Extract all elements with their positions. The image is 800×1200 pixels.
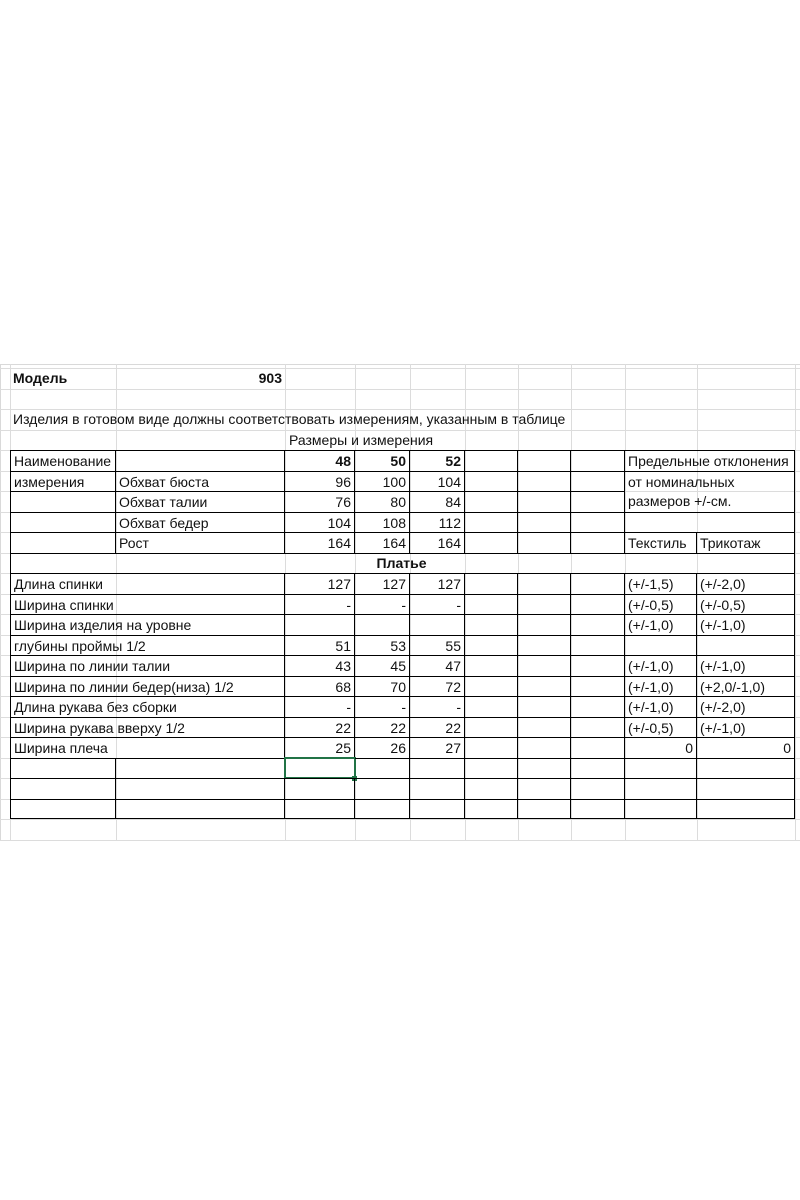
empty-cell[interactable] xyxy=(355,758,410,779)
empty-cell[interactable] xyxy=(355,778,410,799)
empty-cell[interactable] xyxy=(625,799,697,820)
row-value-50[interactable]: 26 xyxy=(355,737,410,758)
row-knit-tolerance[interactable]: (+/-1,0) xyxy=(697,614,795,635)
row-value-52[interactable]: 47 xyxy=(410,655,465,676)
header-knit[interactable]: Трикотаж xyxy=(697,532,795,553)
measurement-52[interactable]: 112 xyxy=(410,512,465,533)
measurement-48[interactable]: 104 xyxy=(285,512,355,533)
cell[interactable] xyxy=(571,676,625,697)
empty-cell[interactable] xyxy=(285,799,355,820)
empty-cell[interactable] xyxy=(518,778,571,799)
cell[interactable] xyxy=(465,614,518,635)
row-name[interactable]: Длина спинки xyxy=(10,573,285,594)
cell[interactable] xyxy=(518,676,571,697)
row-value-52[interactable]: - xyxy=(410,594,465,615)
empty-cell[interactable] xyxy=(465,778,518,799)
cell[interactable] xyxy=(571,696,625,717)
cell[interactable] xyxy=(465,635,518,656)
cell[interactable] xyxy=(518,737,571,758)
empty-cell[interactable] xyxy=(410,778,465,799)
cell[interactable] xyxy=(571,635,625,656)
cell[interactable] xyxy=(518,491,571,512)
row-value-50[interactable]: - xyxy=(355,696,410,717)
measurement-50[interactable]: 108 xyxy=(355,512,410,533)
empty-cell[interactable] xyxy=(116,758,285,779)
row-textile-tolerance[interactable] xyxy=(625,635,697,656)
grid-column-line xyxy=(795,364,796,840)
cell[interactable] xyxy=(518,717,571,738)
measurement-name[interactable]: Рост xyxy=(116,532,285,553)
measurement-name[interactable]: Обхват бедер xyxy=(116,512,285,533)
cell[interactable] xyxy=(571,573,625,594)
header-empty[interactable] xyxy=(518,450,571,471)
cell[interactable] xyxy=(571,614,625,635)
row-textile-tolerance[interactable]: (+/-0,5) xyxy=(625,717,697,738)
row-value-50[interactable]: 70 xyxy=(355,676,410,697)
row-textile-tolerance[interactable]: 0 xyxy=(625,737,697,758)
cell[interactable] xyxy=(518,655,571,676)
empty-cell[interactable] xyxy=(355,799,410,820)
empty-cell[interactable] xyxy=(571,778,625,799)
header-tolerance-line3[interactable]: размеров +/-см. xyxy=(625,491,795,512)
cell[interactable] xyxy=(571,594,625,615)
row-value-48[interactable]: - xyxy=(285,696,355,717)
row-value-48[interactable] xyxy=(285,614,355,635)
row-value-48[interactable]: 22 xyxy=(285,717,355,738)
cell[interactable] xyxy=(571,737,625,758)
row-value-52[interactable]: 127 xyxy=(410,573,465,594)
row-value-48[interactable]: 43 xyxy=(285,655,355,676)
row-value-52[interactable]: 72 xyxy=(410,676,465,697)
cell[interactable] xyxy=(10,532,116,553)
row-name[interactable]: Ширина спинки xyxy=(10,594,285,615)
header-textile[interactable]: Текстиль xyxy=(625,532,697,553)
empty-cell[interactable] xyxy=(697,799,795,820)
cell[interactable] xyxy=(465,594,518,615)
empty-cell[interactable] xyxy=(116,778,285,799)
row-textile-tolerance[interactable]: (+/-0,5) xyxy=(625,594,697,615)
empty-cell[interactable] xyxy=(571,799,625,820)
cell[interactable] xyxy=(571,471,625,492)
empty-cell[interactable] xyxy=(697,758,795,779)
row-knit-tolerance[interactable] xyxy=(697,635,795,656)
row-textile-tolerance[interactable]: (+/-1,0) xyxy=(625,655,697,676)
measurement-50[interactable]: 164 xyxy=(355,532,410,553)
row-value-50[interactable] xyxy=(355,614,410,635)
row-textile-tolerance[interactable]: (+/-1,0) xyxy=(625,614,697,635)
empty-cell[interactable] xyxy=(10,758,116,779)
row-value-50[interactable]: 22 xyxy=(355,717,410,738)
empty-cell[interactable] xyxy=(697,778,795,799)
header-size-48[interactable]: 48 xyxy=(285,450,355,471)
empty-cell[interactable] xyxy=(285,778,355,799)
row-name[interactable]: глубины проймы 1/2 xyxy=(10,635,285,656)
empty-cell[interactable] xyxy=(625,758,697,779)
cell[interactable] xyxy=(518,512,571,533)
row-value-52[interactable]: - xyxy=(410,696,465,717)
sizes-title[interactable]: Размеры и измерения xyxy=(289,431,434,448)
cell[interactable] xyxy=(518,471,571,492)
cell[interactable] xyxy=(465,676,518,697)
row-name[interactable]: Длина рукава без сборки xyxy=(10,696,285,717)
header-name-line1[interactable]: Наименование xyxy=(10,450,116,471)
row-value-48[interactable]: 127 xyxy=(285,573,355,594)
header-name-line2[interactable]: измерения xyxy=(10,471,116,492)
note-text[interactable]: Изделия в готовом виде должны соответствовать измерениям, указанным в таблице xyxy=(13,411,566,427)
header-empty[interactable] xyxy=(465,450,518,471)
row-name[interactable]: Ширина по линии талии xyxy=(10,655,285,676)
cell[interactable] xyxy=(518,696,571,717)
cell[interactable] xyxy=(571,717,625,738)
cell[interactable] xyxy=(571,655,625,676)
cell[interactable] xyxy=(518,635,571,656)
cell[interactable] xyxy=(518,532,571,553)
measurement-48[interactable]: 96 xyxy=(285,471,355,492)
row-name[interactable]: Ширина рукава вверху 1/2 xyxy=(10,717,285,738)
empty-cell[interactable] xyxy=(465,758,518,779)
header-tolerance-line1[interactable]: Предельные отклонения xyxy=(625,450,795,471)
row-knit-tolerance[interactable]: (+/-1,0) xyxy=(697,655,795,676)
grid-row-line xyxy=(0,389,800,390)
selected-cell[interactable] xyxy=(285,758,355,779)
row-value-52[interactable]: 55 xyxy=(410,635,465,656)
row-value-50[interactable]: - xyxy=(355,594,410,615)
row-value-48[interactable]: - xyxy=(285,594,355,615)
cell[interactable] xyxy=(465,717,518,738)
row-value-50[interactable]: 127 xyxy=(355,573,410,594)
empty-cell[interactable] xyxy=(10,799,116,820)
empty-cell[interactable] xyxy=(116,799,285,820)
row-knit-tolerance[interactable]: (+/-2,0) xyxy=(697,573,795,594)
cell[interactable] xyxy=(571,491,625,512)
row-textile-tolerance[interactable]: (+/-1,0) xyxy=(625,676,697,697)
row-textile-tolerance[interactable]: (+/-1,5) xyxy=(625,573,697,594)
cell[interactable] xyxy=(10,512,116,533)
measurement-name[interactable]: Обхват талии xyxy=(116,491,285,512)
row-textile-tolerance[interactable]: (+/-1,0) xyxy=(625,696,697,717)
header-size-52[interactable]: 52 xyxy=(410,450,465,471)
empty-cell[interactable] xyxy=(465,799,518,820)
empty-cell[interactable] xyxy=(410,799,465,820)
empty-cell[interactable] xyxy=(518,758,571,779)
measurement-48[interactable]: 164 xyxy=(285,532,355,553)
empty-cell[interactable] xyxy=(625,778,697,799)
row-name[interactable]: Ширина по линии бедер(низа) 1/2 xyxy=(10,676,285,697)
row-value-50[interactable]: 45 xyxy=(355,655,410,676)
spreadsheet-area xyxy=(0,364,800,840)
measurement-52[interactable]: 164 xyxy=(410,532,465,553)
header-size-50[interactable]: 50 xyxy=(355,450,410,471)
empty-cell[interactable] xyxy=(410,758,465,779)
measurement-name[interactable]: Обхват бюста xyxy=(116,471,285,492)
cell[interactable] xyxy=(10,491,116,512)
row-knit-tolerance[interactable]: (+2,0/-1,0) xyxy=(697,676,795,697)
row-value-48[interactable]: 68 xyxy=(285,676,355,697)
measurement-48[interactable]: 76 xyxy=(285,491,355,512)
cell[interactable] xyxy=(571,532,625,553)
cell[interactable] xyxy=(571,512,625,533)
header-tolerance-empty[interactable] xyxy=(625,512,795,533)
cell[interactable] xyxy=(465,655,518,676)
cell[interactable] xyxy=(465,737,518,758)
cell[interactable] xyxy=(465,696,518,717)
model-number[interactable]: 903 xyxy=(258,370,282,386)
grid-row-line xyxy=(0,840,800,841)
measurement-50[interactable]: 80 xyxy=(355,491,410,512)
header-empty[interactable] xyxy=(116,450,285,471)
measurement-52[interactable]: 84 xyxy=(410,491,465,512)
row-name[interactable]: Ширина изделия на уровне xyxy=(10,614,285,635)
row-value-52[interactable]: 27 xyxy=(410,737,465,758)
cell[interactable] xyxy=(465,471,518,492)
header-empty[interactable] xyxy=(571,450,625,471)
row-value-50[interactable]: 53 xyxy=(355,635,410,656)
row-value-48[interactable]: 51 xyxy=(285,635,355,656)
cell[interactable] xyxy=(518,594,571,615)
row-knit-tolerance[interactable]: 0 xyxy=(697,737,795,758)
measurement-52[interactable]: 104 xyxy=(410,471,465,492)
cell[interactable] xyxy=(465,491,518,512)
section-title[interactable]: Платье xyxy=(376,554,427,571)
header-tolerance-line2[interactable]: от номинальных xyxy=(625,471,795,492)
empty-cell[interactable] xyxy=(571,758,625,779)
model-label[interactable]: Модель xyxy=(13,370,68,386)
measurement-50[interactable]: 100 xyxy=(355,471,410,492)
cell[interactable] xyxy=(465,573,518,594)
row-name[interactable]: Ширина плеча xyxy=(10,737,285,758)
cell[interactable] xyxy=(518,573,571,594)
row-knit-tolerance[interactable]: (+/-2,0) xyxy=(697,696,795,717)
empty-cell[interactable] xyxy=(10,778,116,799)
row-knit-tolerance[interactable]: (+/-0,5) xyxy=(697,594,795,615)
row-knit-tolerance[interactable]: (+/-1,0) xyxy=(697,717,795,738)
empty-cell[interactable] xyxy=(518,799,571,820)
row-value-52[interactable] xyxy=(410,614,465,635)
cell[interactable] xyxy=(465,532,518,553)
row-value-48[interactable]: 25 xyxy=(285,737,355,758)
cell[interactable] xyxy=(518,614,571,635)
grid-row-line xyxy=(0,819,800,820)
row-value-52[interactable]: 22 xyxy=(410,717,465,738)
cell[interactable] xyxy=(465,512,518,533)
